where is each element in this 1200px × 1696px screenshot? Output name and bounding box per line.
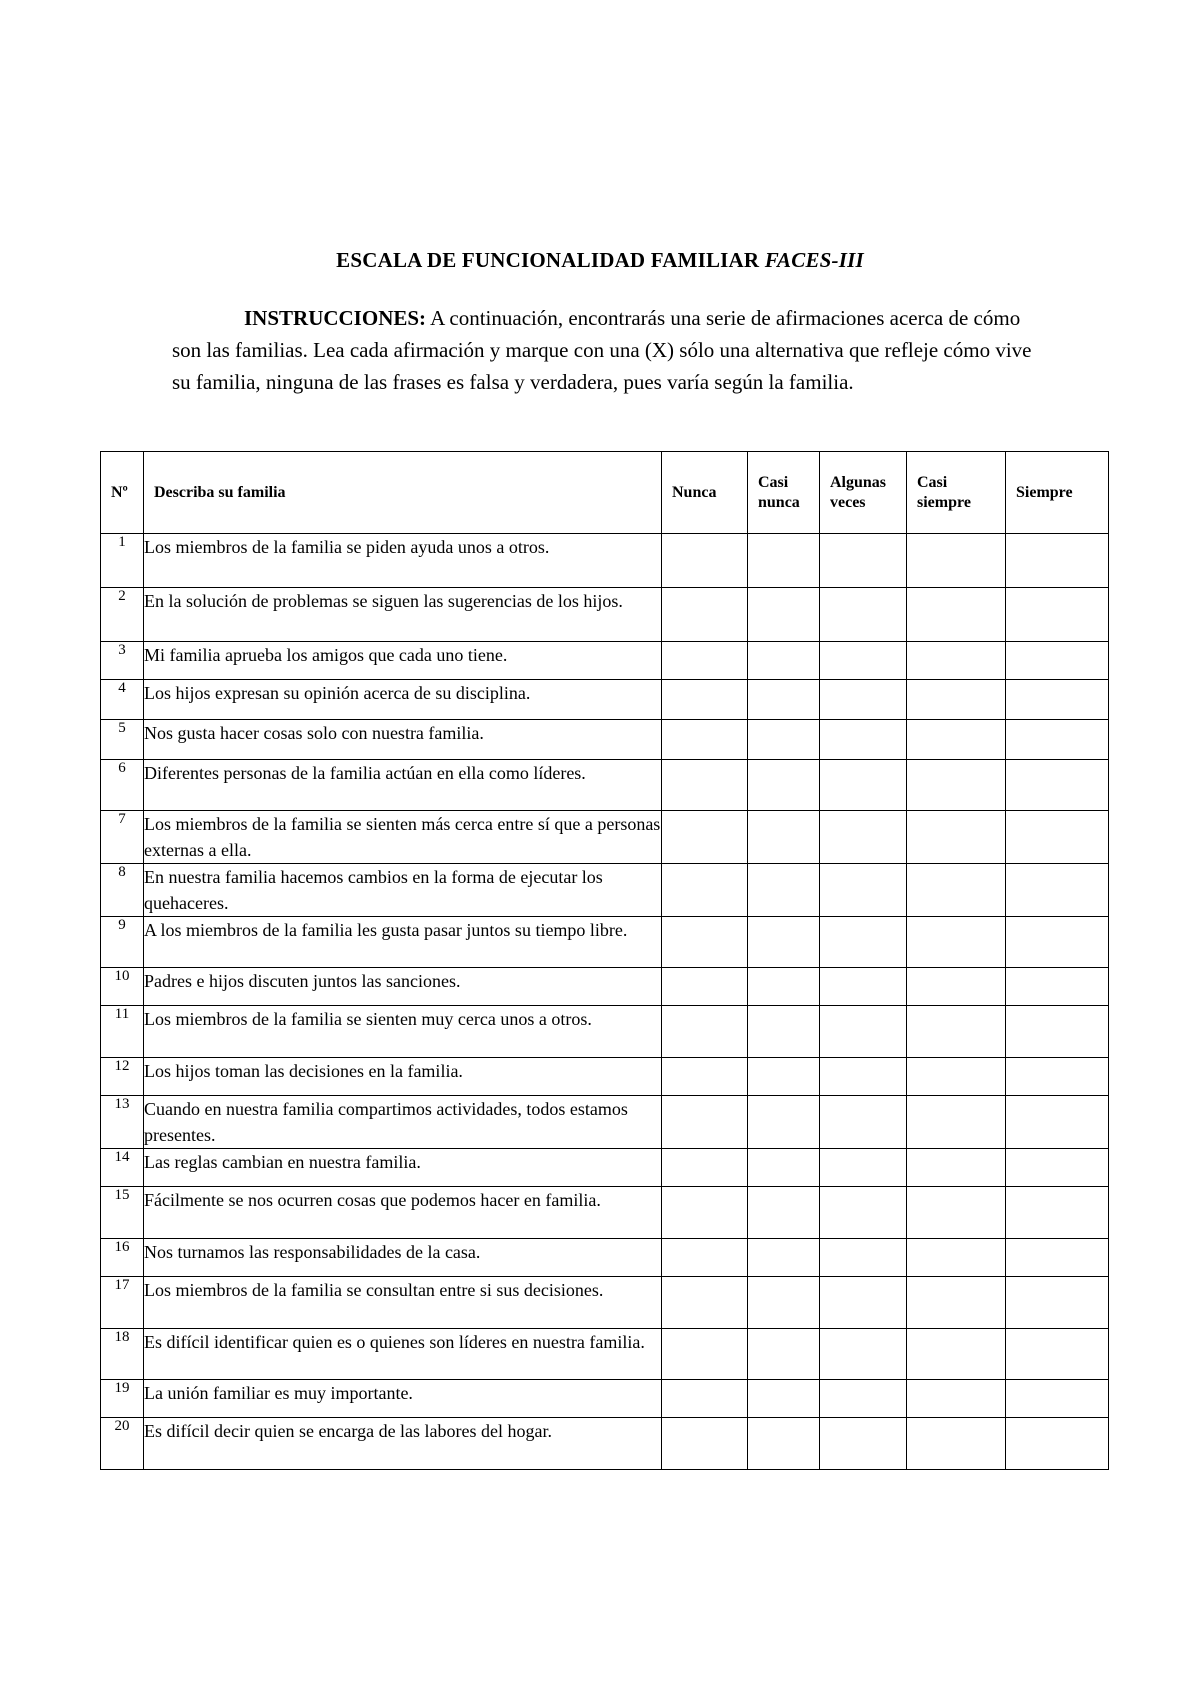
answer-cell[interactable] bbox=[748, 1418, 820, 1470]
title-italic: FACES-III bbox=[764, 248, 864, 272]
answer-cell[interactable] bbox=[662, 864, 748, 917]
instructions-label: INSTRUCCIONES: bbox=[244, 306, 427, 330]
item-description: Los miembros de la familia se piden ayuda unos a otros. bbox=[144, 534, 662, 588]
answer-cell[interactable] bbox=[748, 588, 820, 642]
item-number: 10 bbox=[101, 968, 144, 1006]
item-description: Los miembros de la familia se sienten más cerca entre sí que a personas externas a ella. bbox=[144, 811, 662, 864]
answer-cell[interactable] bbox=[820, 534, 907, 588]
answer-cell[interactable] bbox=[748, 720, 820, 760]
answer-cell[interactable] bbox=[907, 1187, 1006, 1239]
instructions-paragraph bbox=[172, 302, 1042, 398]
header-option: Casi siempre bbox=[907, 452, 1006, 534]
answer-cell[interactable] bbox=[820, 720, 907, 760]
table-row bbox=[101, 864, 1109, 917]
header-description: Describa su familia bbox=[144, 452, 662, 534]
item-description: Cuando en nuestra familia compartimos actividades, todos estamos presentes. bbox=[144, 1096, 662, 1149]
table-row bbox=[101, 1380, 1109, 1418]
item-description: Los miembros de la familia se consultan entre si sus decisiones. bbox=[144, 1277, 662, 1329]
table-row bbox=[101, 720, 1109, 760]
answer-cell[interactable] bbox=[907, 760, 1006, 811]
answer-cell[interactable] bbox=[1006, 864, 1109, 917]
answer-cell[interactable] bbox=[1006, 968, 1109, 1006]
answer-cell[interactable] bbox=[662, 1058, 748, 1096]
answer-cell[interactable] bbox=[907, 680, 1006, 720]
answer-cell[interactable] bbox=[748, 1149, 820, 1187]
answer-cell[interactable] bbox=[820, 1239, 907, 1277]
item-description: Diferentes personas de la familia actúan en ella como líderes. bbox=[144, 760, 662, 811]
answer-cell[interactable] bbox=[820, 917, 907, 968]
answer-cell[interactable] bbox=[907, 1006, 1006, 1058]
table-row bbox=[101, 1096, 1109, 1149]
item-number: 18 bbox=[101, 1329, 144, 1380]
item-number: 15 bbox=[101, 1187, 144, 1239]
answer-cell[interactable] bbox=[1006, 760, 1109, 811]
answer-cell[interactable] bbox=[662, 1006, 748, 1058]
header-option: Casi nunca bbox=[748, 452, 820, 534]
answer-cell[interactable] bbox=[820, 1380, 907, 1418]
header-option: Siempre bbox=[1006, 452, 1109, 534]
item-number: 19 bbox=[101, 1380, 144, 1418]
table-row bbox=[101, 642, 1109, 680]
item-description: Nos gusta hacer cosas solo con nuestra familia. bbox=[144, 720, 662, 760]
table-row bbox=[101, 588, 1109, 642]
answer-cell[interactable] bbox=[1006, 1418, 1109, 1470]
answer-cell[interactable] bbox=[820, 968, 907, 1006]
answer-cell[interactable] bbox=[1006, 1149, 1109, 1187]
answer-cell[interactable] bbox=[1006, 720, 1109, 760]
answer-cell[interactable] bbox=[907, 1096, 1006, 1149]
answer-cell[interactable] bbox=[662, 1277, 748, 1329]
answer-cell[interactable] bbox=[1006, 1058, 1109, 1096]
answer-cell[interactable] bbox=[662, 1418, 748, 1470]
answer-cell[interactable] bbox=[662, 1239, 748, 1277]
answer-cell[interactable] bbox=[820, 811, 907, 864]
answer-cell[interactable] bbox=[820, 680, 907, 720]
item-number: 20 bbox=[101, 1418, 144, 1470]
answer-cell[interactable] bbox=[748, 1329, 820, 1380]
answer-cell[interactable] bbox=[748, 1096, 820, 1149]
answer-cell[interactable] bbox=[662, 760, 748, 811]
answer-cell[interactable] bbox=[820, 588, 907, 642]
item-number: 13 bbox=[101, 1096, 144, 1149]
table-row bbox=[101, 1058, 1109, 1096]
answer-cell[interactable] bbox=[907, 642, 1006, 680]
answer-cell[interactable] bbox=[1006, 1096, 1109, 1149]
answer-cell[interactable] bbox=[1006, 1380, 1109, 1418]
item-number: 4 bbox=[101, 680, 144, 720]
table-row bbox=[101, 534, 1109, 588]
table-row bbox=[101, 1187, 1109, 1239]
answer-cell[interactable] bbox=[1006, 680, 1109, 720]
item-number: 11 bbox=[101, 1006, 144, 1058]
answer-cell[interactable] bbox=[907, 720, 1006, 760]
answer-cell[interactable] bbox=[662, 642, 748, 680]
answer-cell[interactable] bbox=[907, 1329, 1006, 1380]
answer-cell[interactable] bbox=[1006, 917, 1109, 968]
answer-cell[interactable] bbox=[907, 1418, 1006, 1470]
answer-cell[interactable] bbox=[820, 642, 907, 680]
item-description: Las reglas cambian en nuestra familia. bbox=[144, 1149, 662, 1187]
answer-cell[interactable] bbox=[907, 534, 1006, 588]
answer-cell[interactable] bbox=[1006, 1006, 1109, 1058]
answer-cell[interactable] bbox=[662, 720, 748, 760]
item-description: Es difícil identificar quien es o quienes son líderes en nuestra familia. bbox=[144, 1329, 662, 1380]
table-row bbox=[101, 1006, 1109, 1058]
answer-cell[interactable] bbox=[662, 1149, 748, 1187]
answer-cell[interactable] bbox=[1006, 642, 1109, 680]
table-row bbox=[101, 760, 1109, 811]
item-number: 12 bbox=[101, 1058, 144, 1096]
item-description: En nuestra familia hacemos cambios en la forma de ejecutar los quehaceres. bbox=[144, 864, 662, 917]
answer-cell[interactable] bbox=[748, 1277, 820, 1329]
answer-cell[interactable] bbox=[748, 1187, 820, 1239]
item-number: 3 bbox=[101, 642, 144, 680]
table-row bbox=[101, 968, 1109, 1006]
item-description: A los miembros de la familia les gusta pasar juntos su tiempo libre. bbox=[144, 917, 662, 968]
answer-cell[interactable] bbox=[820, 1006, 907, 1058]
answer-cell[interactable] bbox=[748, 1058, 820, 1096]
faces-table bbox=[100, 451, 1109, 1470]
answer-cell[interactable] bbox=[662, 1380, 748, 1418]
answer-cell[interactable] bbox=[748, 1380, 820, 1418]
item-number: 14 bbox=[101, 1149, 144, 1187]
item-description: Mi familia aprueba los amigos que cada uno tiene. bbox=[144, 642, 662, 680]
item-number: 17 bbox=[101, 1277, 144, 1329]
item-number: 6 bbox=[101, 760, 144, 811]
table-body bbox=[101, 534, 1109, 1470]
answer-cell[interactable] bbox=[820, 864, 907, 917]
answer-cell[interactable] bbox=[662, 1329, 748, 1380]
answer-cell[interactable] bbox=[907, 1380, 1006, 1418]
item-description: Padres e hijos discuten juntos las sanciones. bbox=[144, 968, 662, 1006]
table-row bbox=[101, 680, 1109, 720]
table-row bbox=[101, 917, 1109, 968]
answer-cell[interactable] bbox=[820, 760, 907, 811]
answer-cell[interactable] bbox=[748, 1006, 820, 1058]
table-row bbox=[101, 1418, 1109, 1470]
item-description: Fácilmente se nos ocurren cosas que podemos hacer en familia. bbox=[144, 1187, 662, 1239]
table-row bbox=[101, 1329, 1109, 1380]
title-main: ESCALA DE FUNCIONALIDAD FAMILIAR bbox=[336, 248, 760, 272]
answer-cell[interactable] bbox=[1006, 1329, 1109, 1380]
item-number: 8 bbox=[101, 864, 144, 917]
item-number: 16 bbox=[101, 1239, 144, 1277]
instructions-text: A continuación, encontrarás una serie de afirmaciones acerca de cómo son las familias. Lea cada afirmación y marque con una (X) sólo una alternativa que refleje cómo vive su familia, ninguna de las frases es falsa y verdadera, pues varía según la familia. bbox=[172, 306, 1032, 394]
answer-cell[interactable] bbox=[820, 1149, 907, 1187]
answer-cell[interactable] bbox=[1006, 1239, 1109, 1277]
answer-cell[interactable] bbox=[748, 968, 820, 1006]
table-row bbox=[101, 1239, 1109, 1277]
answer-cell[interactable] bbox=[820, 1418, 907, 1470]
item-description: Los hijos toman las decisiones en la familia. bbox=[144, 1058, 662, 1096]
answer-cell[interactable] bbox=[907, 811, 1006, 864]
answer-cell[interactable] bbox=[748, 534, 820, 588]
answer-cell[interactable] bbox=[1006, 588, 1109, 642]
answer-cell[interactable] bbox=[820, 1058, 907, 1096]
item-number: 2 bbox=[101, 588, 144, 642]
header-number: Nº bbox=[101, 452, 144, 534]
answer-cell[interactable] bbox=[748, 917, 820, 968]
answer-cell[interactable] bbox=[662, 968, 748, 1006]
table-row bbox=[101, 1277, 1109, 1329]
answer-cell[interactable] bbox=[748, 864, 820, 917]
table-header-row bbox=[101, 452, 1109, 534]
answer-cell[interactable] bbox=[907, 917, 1006, 968]
answer-cell[interactable] bbox=[820, 1277, 907, 1329]
answer-cell[interactable] bbox=[907, 588, 1006, 642]
answer-cell[interactable] bbox=[820, 1329, 907, 1380]
answer-cell[interactable] bbox=[1006, 1187, 1109, 1239]
answer-cell[interactable] bbox=[907, 1058, 1006, 1096]
item-description: Es difícil decir quien se encarga de las labores del hogar. bbox=[144, 1418, 662, 1470]
answer-cell[interactable] bbox=[662, 1187, 748, 1239]
answer-cell[interactable] bbox=[662, 588, 748, 642]
answer-cell[interactable] bbox=[1006, 811, 1109, 864]
answer-cell[interactable] bbox=[748, 642, 820, 680]
answer-cell[interactable] bbox=[907, 1277, 1006, 1329]
document-title bbox=[0, 248, 1200, 273]
item-number: 9 bbox=[101, 917, 144, 968]
item-number: 7 bbox=[101, 811, 144, 864]
item-description: Nos turnamos las responsabilidades de la casa. bbox=[144, 1239, 662, 1277]
answer-cell[interactable] bbox=[907, 1149, 1006, 1187]
table-row bbox=[101, 1149, 1109, 1187]
answer-cell[interactable] bbox=[907, 1239, 1006, 1277]
answer-cell[interactable] bbox=[662, 680, 748, 720]
answer-cell[interactable] bbox=[907, 968, 1006, 1006]
answer-cell[interactable] bbox=[748, 760, 820, 811]
item-description: Los hijos expresan su opinión acerca de su disciplina. bbox=[144, 680, 662, 720]
item-description: La unión familiar es muy importante. bbox=[144, 1380, 662, 1418]
item-number: 1 bbox=[101, 534, 144, 588]
answer-cell[interactable] bbox=[662, 1096, 748, 1149]
item-description: Los miembros de la familia se sienten muy cerca unos a otros. bbox=[144, 1006, 662, 1058]
answer-cell[interactable] bbox=[748, 680, 820, 720]
answer-cell[interactable] bbox=[662, 534, 748, 588]
header-option: Algunas veces bbox=[820, 452, 907, 534]
answer-cell[interactable] bbox=[748, 1239, 820, 1277]
answer-cell[interactable] bbox=[662, 811, 748, 864]
answer-cell[interactable] bbox=[748, 811, 820, 864]
answer-cell[interactable] bbox=[820, 1187, 907, 1239]
header-option: Nunca bbox=[662, 452, 748, 534]
answer-cell[interactable] bbox=[662, 917, 748, 968]
item-number: 5 bbox=[101, 720, 144, 760]
answer-cell[interactable] bbox=[907, 864, 1006, 917]
answer-cell[interactable] bbox=[1006, 1277, 1109, 1329]
answer-cell[interactable] bbox=[820, 1096, 907, 1149]
answer-cell[interactable] bbox=[1006, 534, 1109, 588]
table-row bbox=[101, 811, 1109, 864]
item-description: En la solución de problemas se siguen las sugerencias de los hijos. bbox=[144, 588, 662, 642]
